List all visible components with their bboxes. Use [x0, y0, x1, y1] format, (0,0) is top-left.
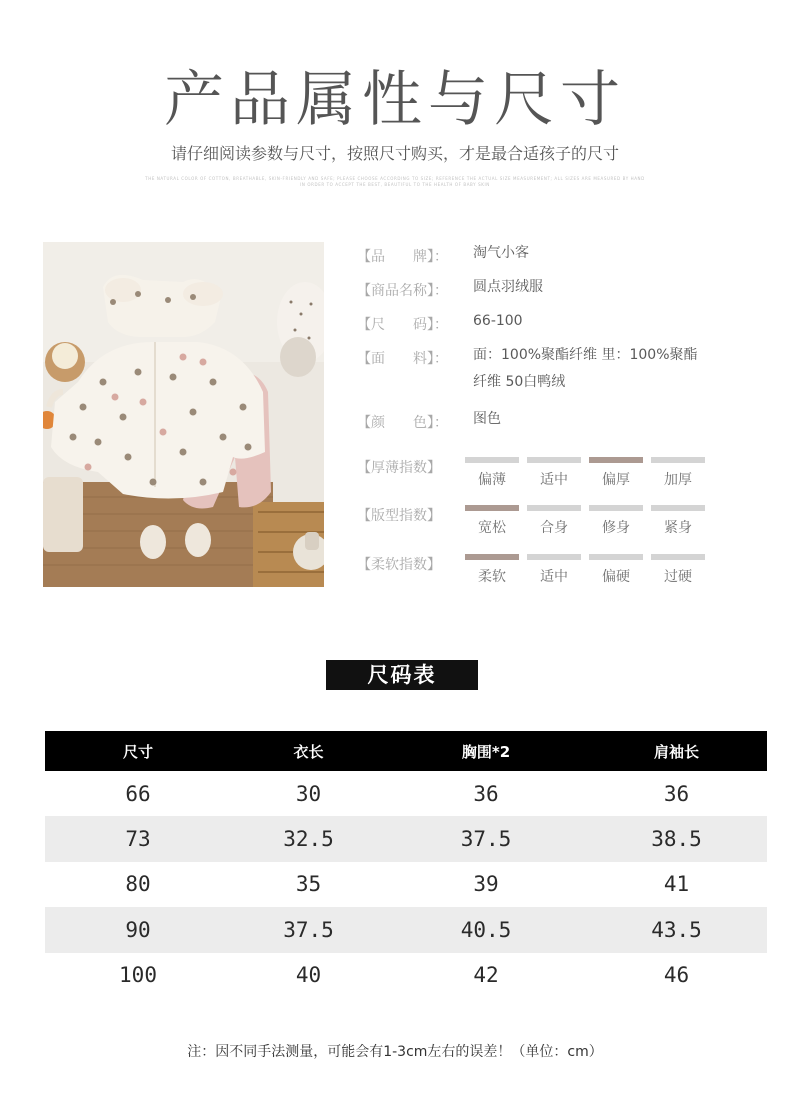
scale-option-label: 合身 — [540, 520, 568, 536]
measurement-note: 注：因不同手法测量，可能会有1-3cm左右的误差！（单位：cm） — [187, 1044, 603, 1060]
scale-option-label: 柔软 — [478, 569, 506, 585]
scale-option-label: 偏厚 — [602, 472, 630, 488]
scale-option — [527, 554, 581, 586]
attribute-value: 圆点羽绒服 — [473, 279, 543, 295]
scale-option-label: 适中 — [540, 472, 568, 488]
table-cell: 100 — [119, 963, 157, 988]
table-cell: 41 — [663, 872, 690, 897]
size-chart-heading: 尺码表 — [326, 660, 478, 690]
table-cell: 36 — [663, 781, 690, 806]
attribute-label: 【面 料】： — [357, 351, 448, 367]
table-row — [45, 953, 767, 998]
attribute-value: 66-100 — [473, 313, 523, 329]
scale-label: 【柔软指数】 — [357, 557, 441, 573]
scale-option-label: 过硬 — [664, 569, 692, 585]
scale-bar — [465, 505, 519, 511]
scale-option — [527, 505, 581, 537]
table-cell: 43.5 — [586, 907, 767, 952]
table-cell: 30 — [295, 781, 322, 806]
scale-option — [651, 457, 705, 489]
attribute-value: 淘气小客 — [473, 245, 529, 261]
table-cell: 80 — [125, 872, 151, 897]
scale-option — [589, 505, 643, 537]
column-header: 衣长 — [231, 731, 386, 771]
scale-bar — [651, 554, 705, 560]
scale-bar — [589, 457, 643, 463]
scale-option — [465, 457, 519, 489]
product-photo — [43, 242, 324, 587]
scale-bar — [527, 554, 581, 560]
table-header-row — [45, 731, 767, 771]
scale-bar — [651, 505, 705, 511]
table-cell: 37.5 — [386, 816, 586, 861]
column-header: 肩袖长 — [586, 731, 767, 771]
page-title: 产品属性与尺寸 — [164, 65, 626, 135]
scale-bar — [527, 505, 581, 511]
scale-bar — [651, 457, 705, 463]
table-cell: 73 — [45, 816, 231, 861]
table-cell: 40.5 — [386, 907, 586, 952]
table-cell: 36 — [473, 781, 499, 806]
table-cell: 37.5 — [231, 907, 386, 952]
fine-print-line-2: IN ORDER TO ACCEPT THE BEST, BEAUTIFUL TO THE HEALTH OF BABY SKIN — [300, 182, 490, 187]
scale-bar — [589, 505, 643, 511]
table-row — [45, 862, 767, 907]
table-row — [45, 907, 767, 952]
table-cell: 32.5 — [231, 816, 386, 861]
fine-print-line-1: THE NATURAL COLOR OF COTTON, BREATHABLE, SKIN-FRIENDLY AND SAFE; PLEASE CHOOSE ACCORDING TO SIZE; REFERENCE THE ACTUAL SIZE MEASUREMENT; ALL SIZES ARE MEASURED BY HAND — [145, 176, 645, 181]
attribute-label: 【商品名称】： — [357, 283, 448, 299]
scale-bar — [527, 457, 581, 463]
attribute-label: 【尺 码】： — [357, 317, 448, 333]
scale-bar — [465, 554, 519, 560]
scale-option-label: 适中 — [540, 569, 568, 585]
attribute-label: 【颜 色】： — [357, 415, 448, 431]
attribute-value: 面：100%聚酯纤维 里：100%聚酯纤维 50白鸭绒 — [473, 347, 698, 390]
table-cell: 66 — [125, 781, 151, 806]
column-header: 胸围*2 — [386, 731, 586, 771]
attribute-value: 图色 — [473, 411, 501, 427]
table-cell: 90 — [45, 907, 231, 952]
scale-option — [589, 554, 643, 586]
scale-label: 【厚薄指数】 — [357, 460, 441, 476]
scale-option-label: 加厚 — [664, 472, 692, 488]
scale-option — [465, 554, 519, 586]
table-row — [45, 816, 767, 861]
scale-bar — [589, 554, 643, 560]
table-row — [45, 771, 767, 816]
table-cell: 39 — [473, 872, 499, 897]
table-cell: 42 — [473, 963, 499, 988]
scale-option — [465, 505, 519, 537]
scale-option-label: 宽松 — [478, 520, 506, 536]
scale-option-label: 偏硬 — [602, 569, 630, 585]
table-cell: 40 — [295, 963, 322, 988]
scale-label: 【版型指数】 — [357, 508, 441, 524]
table-cell: 46 — [663, 963, 690, 988]
scale-option — [651, 505, 705, 537]
table-cell: 38.5 — [586, 816, 767, 861]
column-header: 尺寸 — [45, 731, 231, 771]
page-subtitle: 请仔细阅读参数与尺寸，按照尺寸购买，才是最合适孩子的尺寸 — [170, 144, 619, 163]
scale-option — [651, 554, 705, 586]
scale-option-label: 修身 — [602, 520, 630, 536]
size-chart-table — [45, 731, 767, 998]
scale-option-label: 偏薄 — [478, 472, 506, 488]
table-cell: 35 — [295, 872, 322, 897]
attribute-label: 【品 牌】： — [357, 249, 448, 265]
scale-bar — [465, 457, 519, 463]
scale-option-label: 紧身 — [664, 520, 692, 536]
scale-option — [527, 457, 581, 489]
scale-option — [589, 457, 643, 489]
